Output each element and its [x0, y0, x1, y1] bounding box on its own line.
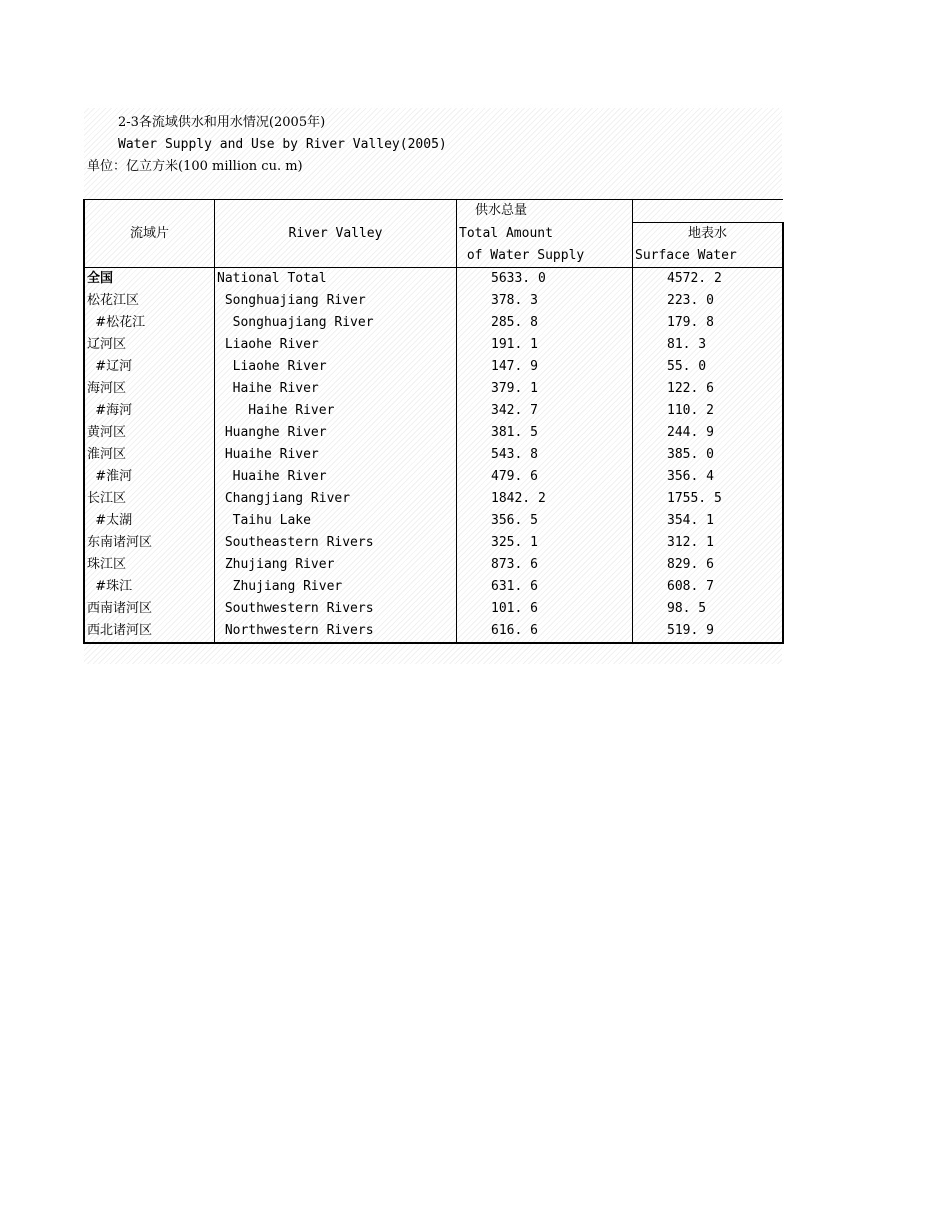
row-valley-en: Taihu Lake — [215, 510, 457, 532]
row-surface-water: 122. 6 — [633, 378, 784, 400]
table-row — [84, 620, 783, 643]
row-valley-en: Huaihe River — [215, 444, 457, 466]
row-total-supply: 379. 1 — [457, 378, 633, 400]
row-valley-en: Songhuajiang River — [215, 290, 457, 312]
row-valley-cn: 西北诸河区 — [84, 620, 215, 643]
row-surface-water: 110. 2 — [633, 400, 784, 422]
row-total-supply: 5633. 0 — [457, 268, 633, 291]
row-valley-en: Liaohe River — [215, 334, 457, 356]
row-total-supply: 873. 6 — [457, 554, 633, 576]
row-valley-en: Changjiang River — [215, 488, 457, 510]
row-valley-en: Liaohe River — [215, 356, 457, 378]
header-empty-2 — [215, 200, 457, 223]
row-total-supply: 1842. 2 — [457, 488, 633, 510]
table-row — [84, 554, 783, 576]
row-surface-water: 608. 7 — [633, 576, 784, 598]
row-surface-water: 179. 8 — [633, 312, 784, 334]
row-valley-en: Huanghe River — [215, 422, 457, 444]
row-surface-water: 55. 0 — [633, 356, 784, 378]
row-total-supply: 378. 3 — [457, 290, 633, 312]
header-surface-en: Surface Water — [633, 245, 784, 268]
row-valley-en: Zhujiang River — [215, 554, 457, 576]
row-total-supply: 191. 1 — [457, 334, 633, 356]
row-valley-en: Northwestern Rivers — [215, 620, 457, 643]
page-title-cn: 2-3各流域供水和用水情况(2005年) — [118, 115, 326, 130]
row-total-supply: 101. 6 — [457, 598, 633, 620]
row-total-supply: 325. 1 — [457, 532, 633, 554]
row-valley-cn: 全国 — [84, 268, 215, 291]
row-valley-en: Haihe River — [215, 400, 457, 422]
table-row — [84, 378, 783, 400]
row-valley-cn: #珠江 — [84, 576, 215, 598]
header-row-3 — [84, 245, 783, 268]
row-valley-cn: 长江区 — [84, 488, 215, 510]
row-surface-water: 244. 9 — [633, 422, 784, 444]
table-row — [84, 598, 783, 620]
row-valley-en: Huaihe River — [215, 466, 457, 488]
row-surface-water: 354. 1 — [633, 510, 784, 532]
row-valley-cn: 淮河区 — [84, 444, 215, 466]
row-valley-en: Songhuajiang River — [215, 312, 457, 334]
table-row — [84, 488, 783, 510]
row-total-supply: 631. 6 — [457, 576, 633, 598]
table-row — [84, 510, 783, 532]
page-title-en: Water Supply and Use by River Valley(2005) — [118, 137, 447, 152]
row-valley-en: Haihe River — [215, 378, 457, 400]
row-total-supply: 147. 9 — [457, 356, 633, 378]
row-valley-en: Southeastern Rivers — [215, 532, 457, 554]
row-total-supply: 616. 6 — [457, 620, 633, 643]
row-valley-en: National Total — [215, 268, 457, 291]
header-river-valley-cn: 流域片 — [84, 223, 215, 246]
table-row — [84, 334, 783, 356]
row-total-supply: 285. 8 — [457, 312, 633, 334]
table-row — [84, 312, 783, 334]
row-valley-cn: #辽河 — [84, 356, 215, 378]
unit-label: 单位：亿立方米(100 million cu. m) — [87, 159, 303, 174]
table-row — [84, 290, 783, 312]
row-total-supply: 356. 5 — [457, 510, 633, 532]
header-surface-cn: 地表水 — [633, 223, 784, 246]
table-row — [84, 356, 783, 378]
row-total-supply: 479. 6 — [457, 466, 633, 488]
header-empty-4 — [633, 200, 784, 223]
row-valley-cn: 西南诸河区 — [84, 598, 215, 620]
header-total-line1: Total Amount — [457, 223, 633, 246]
table-row — [84, 444, 783, 466]
table-row — [84, 422, 783, 444]
row-valley-cn: 海河区 — [84, 378, 215, 400]
row-valley-en: Southwestern Rivers — [215, 598, 457, 620]
row-valley-cn: #太湖 — [84, 510, 215, 532]
header-row-1 — [84, 200, 783, 223]
header-river-valley-en: River Valley — [215, 223, 457, 246]
header-empty-5 — [84, 245, 215, 268]
row-valley-cn: 辽河区 — [84, 334, 215, 356]
water-supply-table — [83, 199, 784, 644]
header-empty-6 — [215, 245, 457, 268]
row-surface-water: 829. 6 — [633, 554, 784, 576]
row-total-supply: 381. 5 — [457, 422, 633, 444]
row-valley-cn: #淮河 — [84, 466, 215, 488]
row-valley-en: Zhujiang River — [215, 576, 457, 598]
row-surface-water: 1755. 5 — [633, 488, 784, 510]
row-valley-cn: #松花江 — [84, 312, 215, 334]
row-valley-cn: 东南诸河区 — [84, 532, 215, 554]
row-total-supply: 543. 8 — [457, 444, 633, 466]
row-surface-water: 223. 0 — [633, 290, 784, 312]
row-valley-cn: 黄河区 — [84, 422, 215, 444]
table-row — [84, 532, 783, 554]
table-row — [84, 576, 783, 598]
header-total-line2: of Water Supply — [457, 245, 633, 268]
row-valley-cn: 松花江区 — [84, 290, 215, 312]
table-row — [84, 466, 783, 488]
row-surface-water: 356. 4 — [633, 466, 784, 488]
row-total-supply: 342. 7 — [457, 400, 633, 422]
row-surface-water: 98. 5 — [633, 598, 784, 620]
row-surface-water: 4572. 2 — [633, 268, 784, 291]
header-row-2 — [84, 223, 783, 246]
row-surface-water: 81. 3 — [633, 334, 784, 356]
row-surface-water: 519. 9 — [633, 620, 784, 643]
row-surface-water: 385. 0 — [633, 444, 784, 466]
table-row — [84, 400, 783, 422]
header-empty-1 — [84, 200, 215, 223]
row-valley-cn: #海河 — [84, 400, 215, 422]
row-surface-water: 312. 1 — [633, 532, 784, 554]
table-row — [84, 268, 783, 291]
row-valley-cn: 珠江区 — [84, 554, 215, 576]
header-supply-group: 供水总量 — [457, 200, 633, 223]
